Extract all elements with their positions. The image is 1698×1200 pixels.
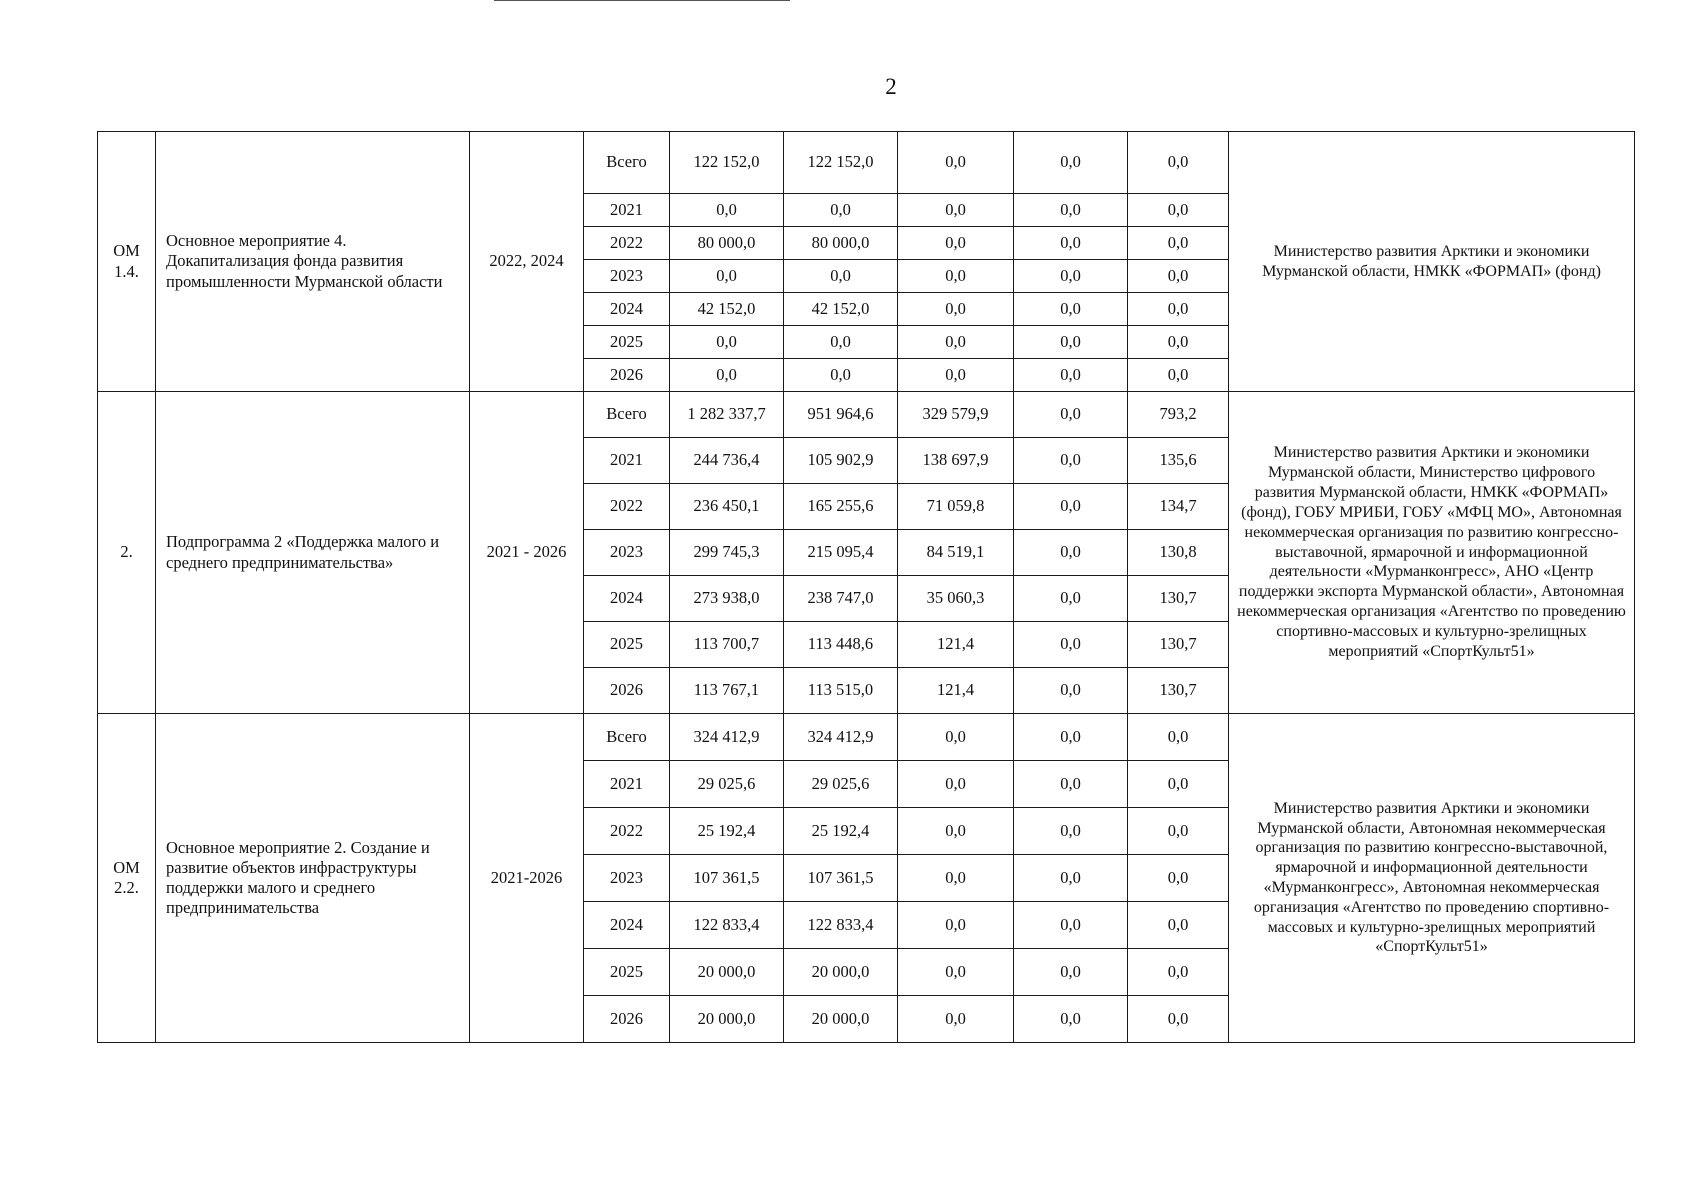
year-cell: Всего bbox=[584, 132, 670, 194]
total-cell: 0,0 bbox=[670, 194, 784, 227]
other-sources-cell: 0,0 bbox=[1128, 855, 1229, 902]
total-cell: 25 192,4 bbox=[670, 808, 784, 855]
local-budget-cell: 0,0 bbox=[1014, 359, 1128, 392]
year-cell: 2021 bbox=[584, 194, 670, 227]
other-sources-cell: 0,0 bbox=[1128, 949, 1229, 996]
local-budget-cell: 0,0 bbox=[1014, 808, 1128, 855]
total-cell: 20 000,0 bbox=[670, 996, 784, 1043]
regional-budget-cell: 42 152,0 bbox=[784, 293, 898, 326]
year-cell: Всего bbox=[584, 392, 670, 438]
executor-cell: Министерство развития Арктики и экономики Мурманской области, Автономная некоммерческая организация по развитию конгрессно-выставочной, ярмарочной и информационной деятельности «Мурманконгресс», Автономная некоммерческая организация «Агентство по проведению спортивно-массовых и культурно-зрелищных мероприятий «СпортКульт51» bbox=[1229, 714, 1635, 1043]
other-sources-cell: 130,7 bbox=[1128, 622, 1229, 668]
year-cell: 2025 bbox=[584, 622, 670, 668]
other-sources-cell: 0,0 bbox=[1128, 808, 1229, 855]
other-sources-cell: 0,0 bbox=[1128, 902, 1229, 949]
total-cell: 0,0 bbox=[670, 326, 784, 359]
other-sources-cell: 0,0 bbox=[1128, 996, 1229, 1043]
other-sources-cell: 130,7 bbox=[1128, 576, 1229, 622]
other-sources-cell: 0,0 bbox=[1128, 293, 1229, 326]
year-cell: 2025 bbox=[584, 326, 670, 359]
local-budget-cell: 0,0 bbox=[1014, 260, 1128, 293]
year-cell: 2021 bbox=[584, 438, 670, 484]
total-cell: 0,0 bbox=[670, 359, 784, 392]
local-budget-cell: 0,0 bbox=[1014, 484, 1128, 530]
local-budget-cell: 0,0 bbox=[1014, 227, 1128, 260]
regional-budget-cell: 107 361,5 bbox=[784, 855, 898, 902]
total-cell: 236 450,1 bbox=[670, 484, 784, 530]
item-code: ОМ 1.4. bbox=[98, 132, 156, 392]
federal-budget-cell: 0,0 bbox=[898, 855, 1014, 902]
year-cell: 2026 bbox=[584, 996, 670, 1043]
top-rule bbox=[494, 0, 790, 1]
federal-budget-cell: 0,0 bbox=[898, 260, 1014, 293]
total-cell: 0,0 bbox=[670, 260, 784, 293]
other-sources-cell: 0,0 bbox=[1128, 326, 1229, 359]
local-budget-cell: 0,0 bbox=[1014, 949, 1128, 996]
regional-budget-cell: 105 902,9 bbox=[784, 438, 898, 484]
regional-budget-cell: 113 448,6 bbox=[784, 622, 898, 668]
local-budget-cell: 0,0 bbox=[1014, 714, 1128, 761]
local-budget-cell: 0,0 bbox=[1014, 132, 1128, 194]
other-sources-cell: 0,0 bbox=[1128, 761, 1229, 808]
other-sources-cell: 0,0 bbox=[1128, 132, 1229, 194]
year-cell: 2024 bbox=[584, 293, 670, 326]
local-budget-cell: 0,0 bbox=[1014, 530, 1128, 576]
regional-budget-cell: 0,0 bbox=[784, 194, 898, 227]
federal-budget-cell: 0,0 bbox=[898, 194, 1014, 227]
regional-budget-cell: 122 833,4 bbox=[784, 902, 898, 949]
item-name: Основное мероприятие 4. Докапитализация фонда развития промышленности Мурманской области bbox=[156, 132, 470, 392]
federal-budget-cell: 0,0 bbox=[898, 902, 1014, 949]
other-sources-cell: 0,0 bbox=[1128, 227, 1229, 260]
other-sources-cell: 0,0 bbox=[1128, 194, 1229, 227]
federal-budget-cell: 0,0 bbox=[898, 808, 1014, 855]
regional-budget-cell: 80 000,0 bbox=[784, 227, 898, 260]
budget-table bbox=[97, 131, 1635, 1043]
local-budget-cell: 0,0 bbox=[1014, 576, 1128, 622]
local-budget-cell: 0,0 bbox=[1014, 326, 1128, 359]
year-cell: 2022 bbox=[584, 227, 670, 260]
total-cell: 107 361,5 bbox=[670, 855, 784, 902]
item-code: 2. bbox=[98, 392, 156, 714]
local-budget-cell: 0,0 bbox=[1014, 622, 1128, 668]
local-budget-cell: 0,0 bbox=[1014, 438, 1128, 484]
total-cell: 20 000,0 bbox=[670, 949, 784, 996]
page-number: 2 bbox=[885, 74, 897, 99]
federal-budget-cell: 0,0 bbox=[898, 326, 1014, 359]
federal-budget-cell: 84 519,1 bbox=[898, 530, 1014, 576]
year-cell: Всего bbox=[584, 714, 670, 761]
other-sources-cell: 135,6 bbox=[1128, 438, 1229, 484]
local-budget-cell: 0,0 bbox=[1014, 392, 1128, 438]
federal-budget-cell: 0,0 bbox=[898, 359, 1014, 392]
item-period: 2021 - 2026 bbox=[470, 392, 584, 714]
local-budget-cell: 0,0 bbox=[1014, 194, 1128, 227]
executor-cell: Министерство развития Арктики и экономики Мурманской области, НМКК «ФОРМАП» (фонд) bbox=[1229, 132, 1635, 392]
regional-budget-cell: 122 152,0 bbox=[784, 132, 898, 194]
item-period: 2021-2026 bbox=[470, 714, 584, 1043]
total-cell: 113 700,7 bbox=[670, 622, 784, 668]
other-sources-cell: 0,0 bbox=[1128, 714, 1229, 761]
local-budget-cell: 0,0 bbox=[1014, 855, 1128, 902]
item-name: Подпрограмма 2 «Поддержка малого и среднего предпринимательства» bbox=[156, 392, 470, 714]
regional-budget-cell: 324 412,9 bbox=[784, 714, 898, 761]
federal-budget-cell: 0,0 bbox=[898, 132, 1014, 194]
federal-budget-cell: 0,0 bbox=[898, 949, 1014, 996]
federal-budget-cell: 121,4 bbox=[898, 668, 1014, 714]
total-cell: 1 282 337,7 bbox=[670, 392, 784, 438]
federal-budget-cell: 329 579,9 bbox=[898, 392, 1014, 438]
regional-budget-cell: 0,0 bbox=[784, 260, 898, 293]
finance-row bbox=[98, 714, 1635, 761]
other-sources-cell: 130,7 bbox=[1128, 668, 1229, 714]
regional-budget-cell: 20 000,0 bbox=[784, 996, 898, 1043]
regional-budget-cell: 0,0 bbox=[784, 359, 898, 392]
program-block bbox=[98, 132, 1635, 392]
finance-row bbox=[98, 132, 1635, 194]
year-cell: 2026 bbox=[584, 359, 670, 392]
year-cell: 2024 bbox=[584, 576, 670, 622]
year-cell: 2021 bbox=[584, 761, 670, 808]
total-cell: 299 745,3 bbox=[670, 530, 784, 576]
program-block bbox=[98, 392, 1635, 714]
year-cell: 2022 bbox=[584, 484, 670, 530]
finance-row bbox=[98, 392, 1635, 438]
year-cell: 2025 bbox=[584, 949, 670, 996]
federal-budget-cell: 138 697,9 bbox=[898, 438, 1014, 484]
regional-budget-cell: 25 192,4 bbox=[784, 808, 898, 855]
year-cell: 2023 bbox=[584, 260, 670, 293]
federal-budget-cell: 0,0 bbox=[898, 227, 1014, 260]
total-cell: 113 767,1 bbox=[670, 668, 784, 714]
other-sources-cell: 134,7 bbox=[1128, 484, 1229, 530]
total-cell: 42 152,0 bbox=[670, 293, 784, 326]
regional-budget-cell: 238 747,0 bbox=[784, 576, 898, 622]
year-cell: 2023 bbox=[584, 530, 670, 576]
federal-budget-cell: 0,0 bbox=[898, 293, 1014, 326]
regional-budget-cell: 165 255,6 bbox=[784, 484, 898, 530]
total-cell: 324 412,9 bbox=[670, 714, 784, 761]
item-code: ОМ 2.2. bbox=[98, 714, 156, 1043]
local-budget-cell: 0,0 bbox=[1014, 293, 1128, 326]
regional-budget-cell: 20 000,0 bbox=[784, 949, 898, 996]
local-budget-cell: 0,0 bbox=[1014, 761, 1128, 808]
other-sources-cell: 793,2 bbox=[1128, 392, 1229, 438]
regional-budget-cell: 29 025,6 bbox=[784, 761, 898, 808]
federal-budget-cell: 71 059,8 bbox=[898, 484, 1014, 530]
year-cell: 2022 bbox=[584, 808, 670, 855]
other-sources-cell: 0,0 bbox=[1128, 359, 1229, 392]
other-sources-cell: 0,0 bbox=[1128, 260, 1229, 293]
regional-budget-cell: 951 964,6 bbox=[784, 392, 898, 438]
federal-budget-cell: 0,0 bbox=[898, 714, 1014, 761]
program-block bbox=[98, 714, 1635, 1043]
other-sources-cell: 130,8 bbox=[1128, 530, 1229, 576]
year-cell: 2023 bbox=[584, 855, 670, 902]
year-cell: 2026 bbox=[584, 668, 670, 714]
total-cell: 122 152,0 bbox=[670, 132, 784, 194]
total-cell: 122 833,4 bbox=[670, 902, 784, 949]
total-cell: 273 938,0 bbox=[670, 576, 784, 622]
local-budget-cell: 0,0 bbox=[1014, 996, 1128, 1043]
federal-budget-cell: 121,4 bbox=[898, 622, 1014, 668]
federal-budget-cell: 0,0 bbox=[898, 996, 1014, 1043]
item-name: Основное мероприятие 2. Создание и развитие объектов инфраструктуры поддержки малого и среднего предпринимательства bbox=[156, 714, 470, 1043]
regional-budget-cell: 113 515,0 bbox=[784, 668, 898, 714]
total-cell: 80 000,0 bbox=[670, 227, 784, 260]
regional-budget-cell: 0,0 bbox=[784, 326, 898, 359]
year-cell: 2024 bbox=[584, 902, 670, 949]
total-cell: 29 025,6 bbox=[670, 761, 784, 808]
local-budget-cell: 0,0 bbox=[1014, 668, 1128, 714]
total-cell: 244 736,4 bbox=[670, 438, 784, 484]
regional-budget-cell: 215 095,4 bbox=[784, 530, 898, 576]
local-budget-cell: 0,0 bbox=[1014, 902, 1128, 949]
federal-budget-cell: 0,0 bbox=[898, 761, 1014, 808]
item-period: 2022, 2024 bbox=[470, 132, 584, 392]
federal-budget-cell: 35 060,3 bbox=[898, 576, 1014, 622]
executor-cell: Министерство развития Арктики и экономики Мурманской области, Министерство цифрового развития Мурманской области, НМКК «ФОРМАП» (фонд), ГОБУ МРИБИ, ГОБУ «МФЦ МО», Автономная некоммерческая организация по развитию конгрессно-выставочной, ярмарочной и информационной деятельности «Мурманконгресс», АНО «Центр поддержки экспорта Мурманской области», Автономная некоммерческая организация «Агентство по проведению спортивно-массовых и культурно-зрелищных мероприятий «СпортКульт51» bbox=[1229, 392, 1635, 714]
